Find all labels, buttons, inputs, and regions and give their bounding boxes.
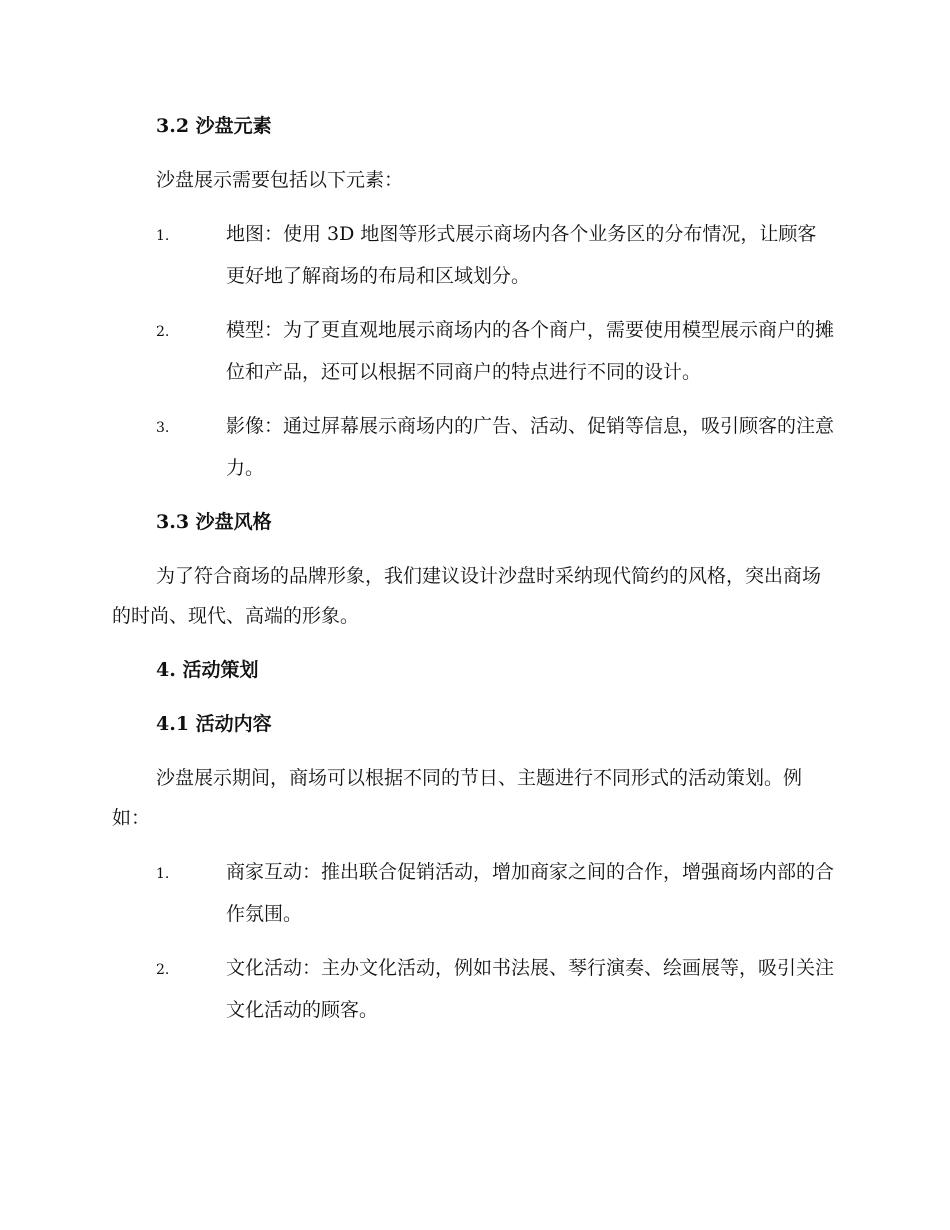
- paragraph-activity-intro: 沙盘展示期间，商场可以根据不同的节日、主题进行不同形式的活动策划。例如：: [112, 767, 803, 829]
- list-item-text: 文化活动：主办文化活动，例如书法展、琴行演奏、绘画展等，吸引关注文化活动的顾客。: [226, 957, 835, 1021]
- list-item-text: 模型：为了更直观地展示商场内的各个商户，需要使用模型展示商户的摊位和产品，还可以根据不同商户的特点进行不同的设计。: [226, 319, 835, 383]
- paragraph-elements-intro: 沙盘展示需要包括以下元素：: [156, 169, 404, 191]
- section-heading-3-3: 3.3 沙盘风格: [156, 511, 272, 533]
- list-number: 3.: [156, 420, 170, 436]
- list-item: [112, 852, 834, 934]
- section-heading-4-1: 4.1 活动内容: [156, 713, 272, 735]
- list-number: 1.: [156, 866, 170, 882]
- list-item: [112, 948, 834, 1030]
- list-item-text: 商家互动：推出联合促销活动，增加商家之间的合作，增强商场内部的合作氛围。: [226, 861, 835, 925]
- list-item: [112, 406, 834, 488]
- paragraph-style: 为了符合商场的品牌形象，我们建议设计沙盘时采纳现代简约的风格，突出商场的时尚、现代、高端的形象。: [112, 565, 822, 627]
- section-heading-4: 4. 活动策划: [156, 659, 259, 681]
- list-item: [112, 214, 834, 296]
- list-item-text: 影像：通过屏幕展示商场内的广告、活动、促销等信息，吸引顾客的注意力。: [226, 415, 835, 479]
- section-heading-3-2: 3.2 沙盘元素: [156, 115, 272, 137]
- document-content: [112, 106, 834, 1044]
- list-item: [112, 310, 834, 392]
- list-number: 1.: [156, 228, 170, 244]
- list-number: 2.: [156, 962, 170, 978]
- list-number: 2.: [156, 324, 170, 340]
- list-item-text: 地图：使用 3D 地图等形式展示商场内各个业务区的分布情况，让顾客更好地了解商场的布局和区域划分。: [226, 223, 817, 287]
